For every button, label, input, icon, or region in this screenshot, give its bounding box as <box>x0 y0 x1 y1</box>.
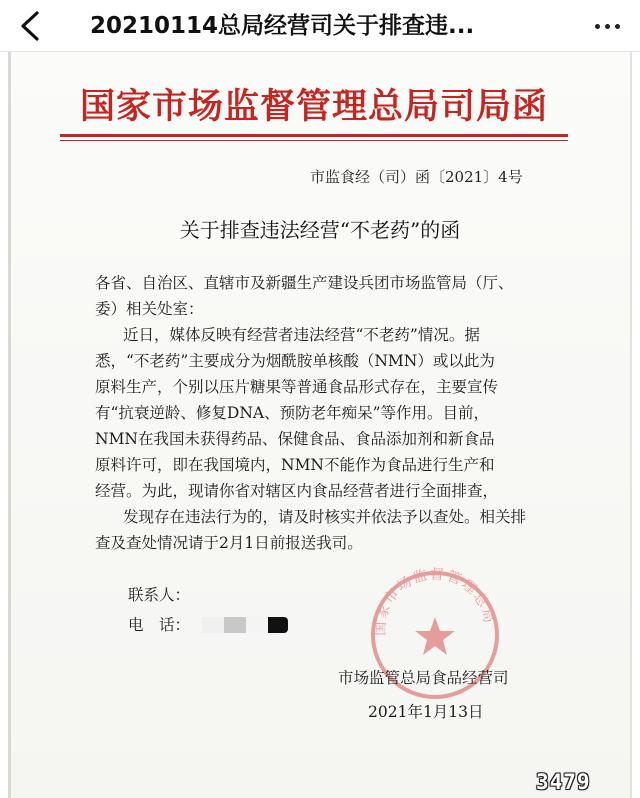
issue-date: 2021年1月13日 <box>368 703 484 721</box>
body-line: 原料生产，个别以压片糖果等普通食品形式存在，主要宣传 <box>95 378 499 396</box>
body-line: NMN在我国未获得药品、保健食品、食品添加剂和新食品 <box>95 430 495 448</box>
addressee-line: 各省、自治区、直辖市及新疆生产建设兵团市场监管局（厅、 <box>95 274 514 292</box>
page-title: 20210114总局经营司关于排查违... <box>90 13 475 39</box>
contact-label: 联系人： <box>128 586 191 604</box>
more-horizontal-icon <box>595 24 600 29</box>
document-body <box>95 270 555 556</box>
body-line: 查及查处情况请于2月1日前报送我司。 <box>95 534 363 552</box>
more-dot <box>615 24 620 29</box>
document-header: 国家市场监督管理总局司局函 <box>80 86 549 127</box>
body-line: 原料许可，即在我国境内，NMN不能作为食品进行生产和 <box>95 456 495 474</box>
back-button[interactable] <box>8 4 52 48</box>
navigation-bar <box>0 0 640 52</box>
more-button[interactable] <box>585 14 629 38</box>
body-line: 近日，媒体反映有经营者违法经营“不老药”情况。据 <box>123 326 480 344</box>
issuing-department: 市场监管总局食品经营司 <box>338 669 509 687</box>
phone-label: 电 话： <box>128 616 191 634</box>
image-counter: 3479 <box>536 770 591 794</box>
body-line: 发现存在违法行为的，请及时核实并依法予以查处。相关排 <box>123 508 527 526</box>
addressee-line: 委）相关处室： <box>95 300 204 318</box>
chevron-left-icon <box>19 11 41 41</box>
document-number: 市监食经（司）函〔2021〕4号 <box>310 168 523 186</box>
header-rule-thin <box>60 140 568 141</box>
redacted-phone <box>202 617 290 633</box>
document-title: 关于排查违法经营“不老药”的函 <box>179 218 461 242</box>
body-line: 悉，“不老药”主要成分为烟酰胺单核酸（NMN）或以此为 <box>95 352 495 370</box>
seal-text: 国家市场监督管理总局 <box>372 566 498 636</box>
more-dot <box>605 24 610 29</box>
body-line: 经营。为此，现请你省对辖区内食品经营者进行全面排查， <box>95 482 499 500</box>
header-rule <box>60 134 568 137</box>
body-line: 有“抗衰逆龄、修复DNA、预防老年痴呆”等作用。目前， <box>95 404 490 422</box>
